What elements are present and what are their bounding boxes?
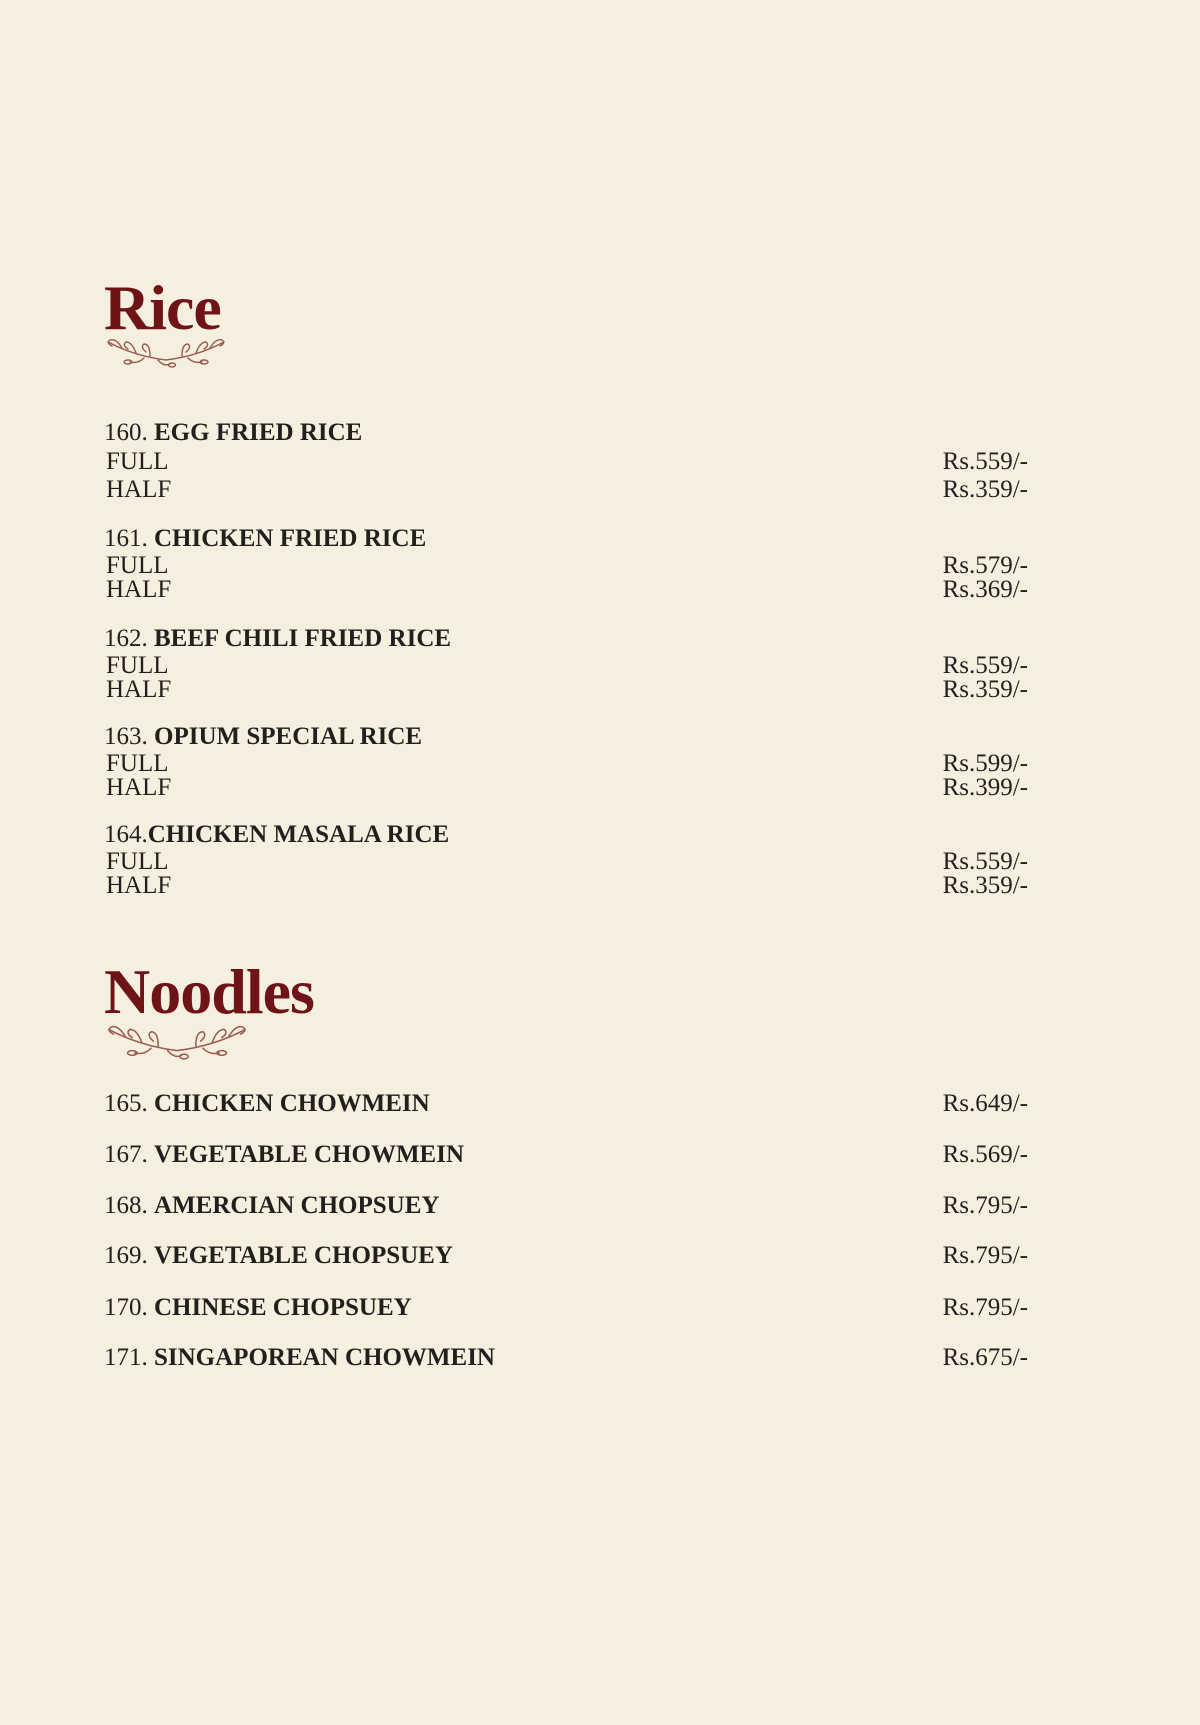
flourish-ornament-icon xyxy=(104,1020,250,1060)
menu-item-169 xyxy=(104,1240,1028,1272)
price-full: Rs.599/- xyxy=(942,750,1028,777)
size-label-full: FULL xyxy=(106,848,169,875)
item-name: SINGAPOREAN CHOWMEIN xyxy=(154,1344,495,1371)
item-name: VEGETABLE CHOWMEIN xyxy=(154,1141,464,1168)
size-label-full: FULL xyxy=(106,652,169,679)
item-name: CHICKEN MASALA RICE xyxy=(147,821,450,848)
size-label-half: HALF xyxy=(106,476,172,503)
size-label-half: HALF xyxy=(106,774,172,801)
item-name: CHINESE CHOPSUEY xyxy=(154,1294,412,1321)
size-label-half: HALF xyxy=(106,676,172,703)
item-name: AMERCIAN CHOPSUEY xyxy=(154,1192,440,1219)
size-label-half: HALF xyxy=(106,872,172,899)
item-number: 164. xyxy=(104,821,148,848)
price-full: Rs.579/- xyxy=(942,552,1028,579)
price-full: Rs.559/- xyxy=(942,652,1028,679)
item-name: BEEF CHILI FRIED RICE xyxy=(154,625,452,652)
item-name: CHICKEN FRIED RICE xyxy=(154,525,427,552)
item-price: Rs.569/- xyxy=(942,1141,1028,1168)
size-label-full: FULL xyxy=(106,750,169,777)
price-half: Rs.359/- xyxy=(942,676,1028,703)
menu-item-162 xyxy=(104,624,1028,702)
price-half: Rs.359/- xyxy=(942,872,1028,899)
price-half: Rs.399/- xyxy=(942,774,1028,801)
menu-item-167 xyxy=(104,1139,1028,1171)
menu-item-170 xyxy=(104,1292,1028,1324)
price-full: Rs.559/- xyxy=(942,848,1028,875)
menu-item-168 xyxy=(104,1190,1028,1222)
flourish-ornament-icon xyxy=(104,334,228,368)
item-number: 161. xyxy=(104,525,148,552)
menu-item-160 xyxy=(104,418,1028,504)
item-price: Rs.795/- xyxy=(942,1192,1028,1219)
menu-item-163 xyxy=(104,722,1028,800)
item-number: 168. xyxy=(104,1192,148,1219)
item-number: 162. xyxy=(104,625,148,652)
price-half: Rs.359/- xyxy=(942,476,1028,503)
size-label-full: FULL xyxy=(106,552,169,579)
menu-item-165 xyxy=(104,1088,1028,1120)
noodles-section-title: Noodles xyxy=(104,956,314,1027)
item-number: 160. xyxy=(104,419,148,446)
price-half: Rs.369/- xyxy=(942,576,1028,603)
item-price: Rs.795/- xyxy=(942,1242,1028,1269)
menu-item-161 xyxy=(104,524,1028,602)
rice-section-title: Rice xyxy=(104,272,221,343)
size-label-full: FULL xyxy=(106,448,169,475)
price-full: Rs.559/- xyxy=(942,448,1028,475)
item-price: Rs.675/- xyxy=(942,1344,1028,1371)
item-name: EGG FRIED RICE xyxy=(154,419,363,446)
menu-item-171 xyxy=(104,1342,1028,1374)
item-number: 167. xyxy=(104,1141,148,1168)
size-label-half: HALF xyxy=(106,576,172,603)
item-name: OPIUM SPECIAL RICE xyxy=(154,723,423,750)
item-price: Rs.795/- xyxy=(942,1294,1028,1321)
item-number: 171. xyxy=(104,1344,148,1371)
item-number: 165. xyxy=(104,1090,148,1117)
item-number: 170. xyxy=(104,1294,148,1321)
item-number: 163. xyxy=(104,723,148,750)
menu-item-164 xyxy=(104,820,1028,898)
item-name: CHICKEN CHOWMEIN xyxy=(154,1090,430,1117)
item-number: 169. xyxy=(104,1242,148,1269)
item-name: VEGETABLE CHOPSUEY xyxy=(154,1242,453,1269)
item-price: Rs.649/- xyxy=(942,1090,1028,1117)
